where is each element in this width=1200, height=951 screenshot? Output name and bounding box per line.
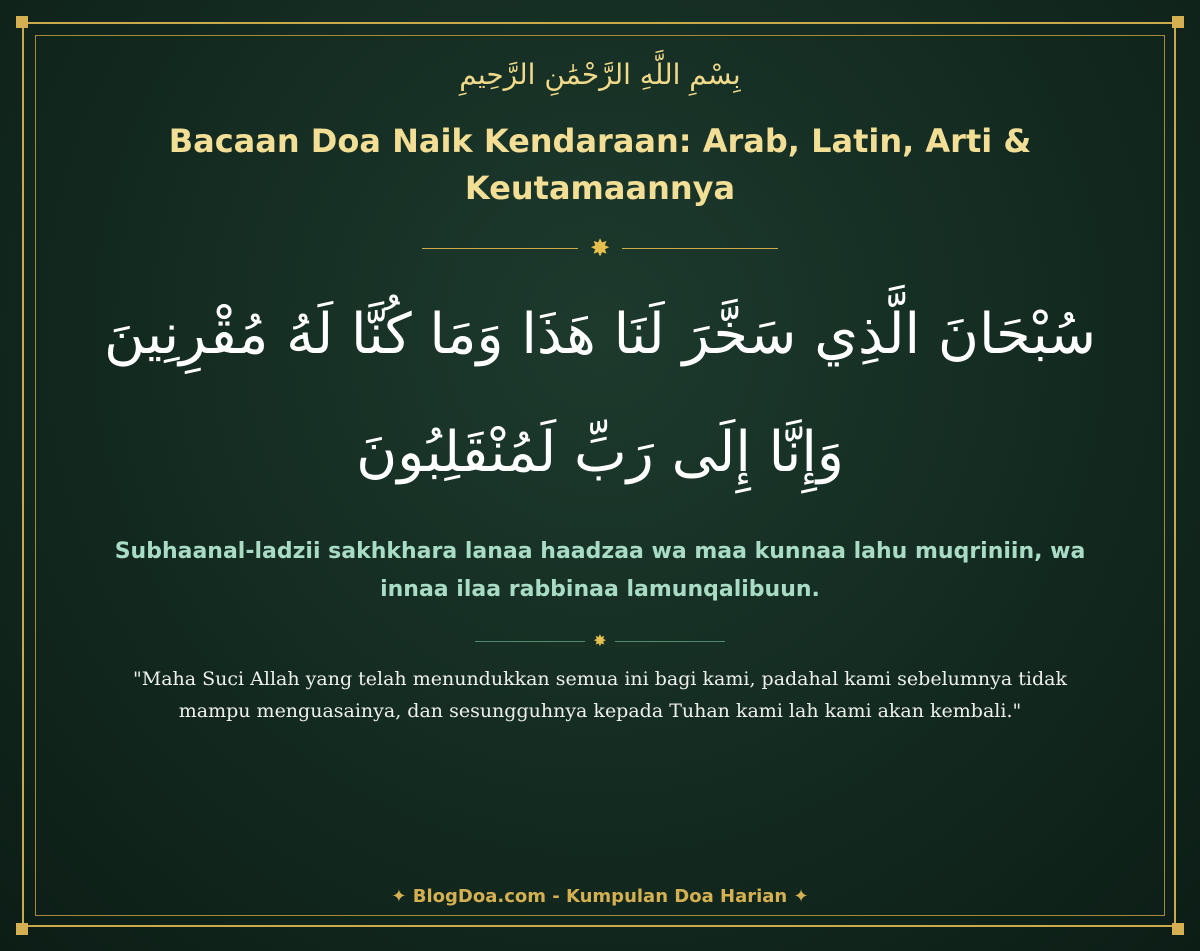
corner-ornament-bottom-left bbox=[16, 923, 28, 935]
divider-line-right bbox=[622, 248, 778, 249]
divider-line-right bbox=[615, 641, 725, 642]
divider-line-left bbox=[475, 641, 585, 642]
latin-transliteration: Subhaanal-ladzii sakhkhara lanaa haadzaa wa maa kunnaa lahu muqriniin, wa innaa ilaa rabbinaa lamunqalibuun. bbox=[114, 539, 1086, 602]
star-ornament-icon: ✸ bbox=[593, 631, 607, 650]
title-divider bbox=[0, 236, 1200, 260]
corner-ornament-top-right bbox=[1172, 16, 1184, 28]
star-ornament-icon: ✸ bbox=[589, 234, 611, 262]
indonesian-translation: "Maha Suci Allah yang telah menundukkan semua ini bagi kami, padahal kami sebelumnya tidak mampu menguasainya, dan sesungguhnya kepada Tuhan kami lah kami akan kembali." bbox=[133, 668, 1067, 722]
page-title: Bacaan Doa Naik Kendaraan: Arab, Latin, Arti & Keutamaannya bbox=[168, 122, 1032, 207]
divider-line-left bbox=[422, 248, 578, 249]
arabic-prayer-text: سُبْحَانَ الَّذِي سَخَّرَ لَنَا هَذَا وَمَا كُنَّا لَهُ مُقْرِنِينَ وَإِنَّا إِلَى رَبِّ لَمُنْقَلِبُونَ bbox=[103, 302, 1097, 485]
corner-ornament-top-left bbox=[16, 16, 28, 28]
translation-divider bbox=[0, 633, 1200, 649]
footer-credit: ✦ BlogDoa.com - Kumpulan Doa Harian ✦ bbox=[391, 886, 809, 907]
bismillah-heading: بِسْمِ اللَّهِ الرَّحْمَٰنِ الرَّحِيمِ bbox=[459, 58, 741, 91]
corner-ornament-bottom-right bbox=[1172, 923, 1184, 935]
